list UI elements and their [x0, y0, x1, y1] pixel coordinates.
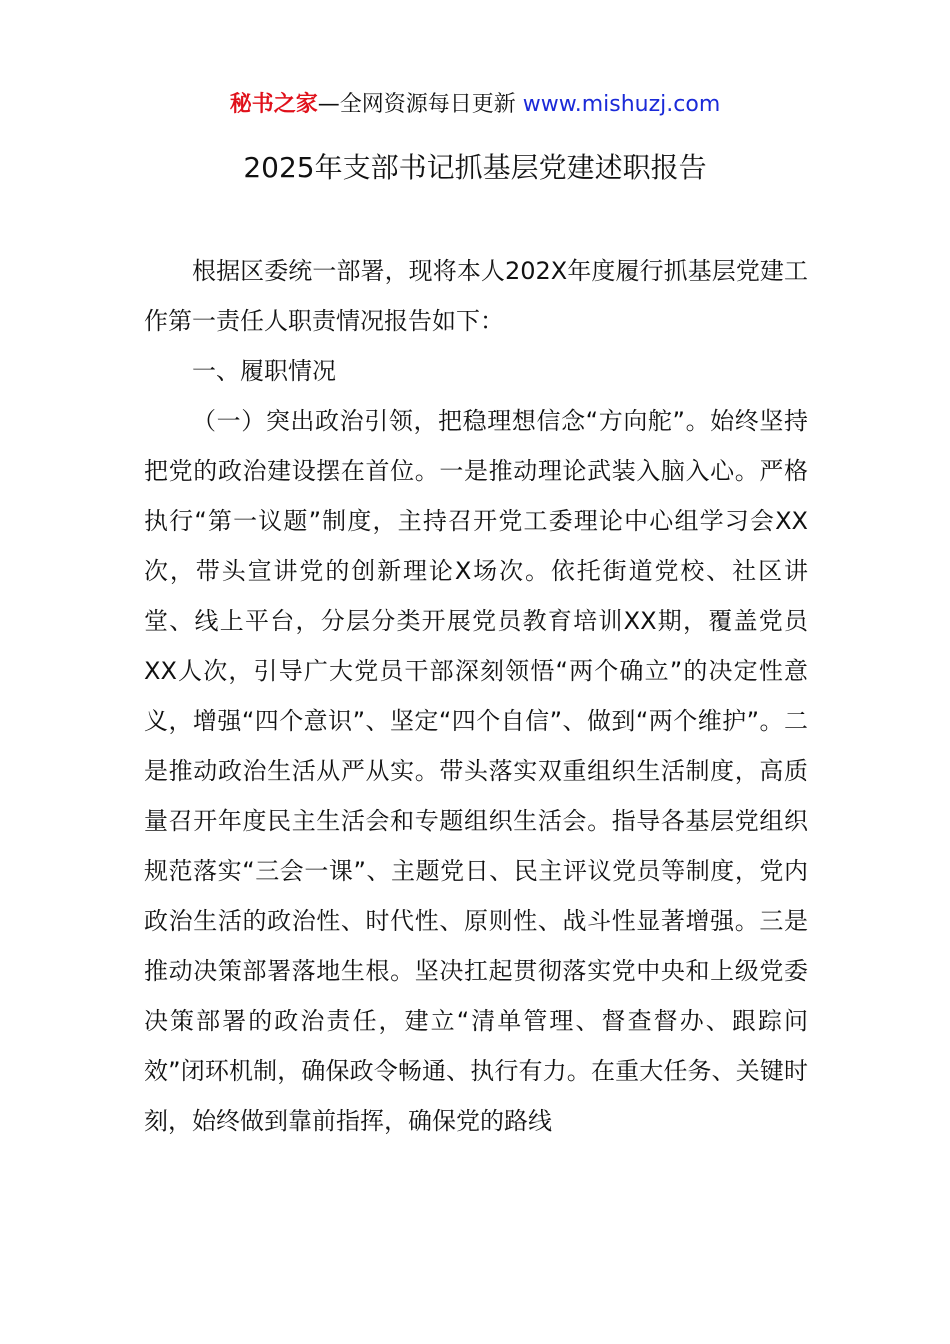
section-heading: 一、履职情况: [192, 357, 336, 385]
intro-paragraph: 根据区委统一部署，现将本人202X年度履行抓基层党建工作第一责任人职责情况报告如下：: [144, 257, 808, 335]
document-title: 2025年支部书记抓基层党建述职报告: [243, 151, 707, 184]
site-name: 秘书之家: [229, 92, 318, 117]
site-header: [0, 88, 950, 122]
body-paragraph: （一）突出政治引领，把稳理想信念“方向舵”。始终坚持把党的政治建设摆在首位。一是推动理论武装入脑入心。严格执行“第一议题”制度，主持召开党工委理论中心组学习会XX次，带头宣讲党的创新理论X场次。依托街道党校、社区讲堂、线上平台，分层分类开展党员教育培训XX期，覆盖党员XX人次，引导广大党员干部深刻领悟“两个确立”的决定性意义，增强“四个意识”、坚定“四个自信”、做到“两个维护”。二是推动政治生活从严从实。带头落实双重组织生活制度，高质量召开年度民主生活会和专题组织生活会。指导各基层党组织规范落实“三会一课”、主题党日、民主评议党员等制度，党内政治生活的政治性、时代性、原则性、战斗性显著增强。三是推动决策部署落地生根。坚决扛起贯彻落实党中央和上级党委决策部署的政治责任，建立“清单管理、督查督办、跟踪问效”闭环机制，确保政令畅通、执行有力。在重大任务、关键时刻，始终做到靠前指挥，确保党的路线: [144, 407, 808, 1135]
site-url-link[interactable]: www.mishuzj.com: [522, 92, 721, 117]
site-slogan: —全网资源每日更新: [317, 92, 523, 117]
document-body: [144, 246, 808, 1146]
